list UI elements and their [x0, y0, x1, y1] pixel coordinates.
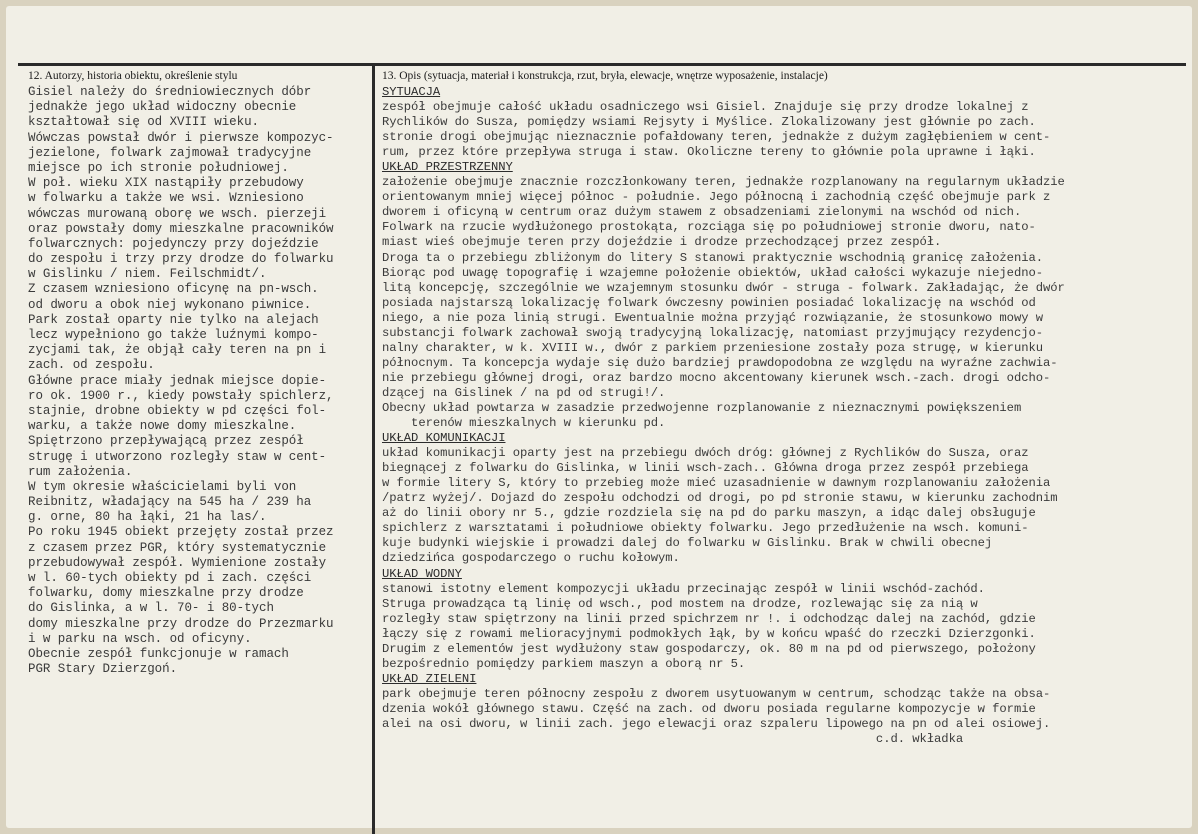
history-line: w folwarku a także we wsi. Wzniesiono — [28, 191, 304, 206]
description-line: spichlerz z warsztatami i południowe obiekty folwarku. Jego przedłużenie na wsch. komuni- — [382, 521, 1029, 536]
history-line: stajnie, drobne obiekty w pd części fol- — [28, 403, 327, 418]
description-line: dworem i oficyną w centrum oraz dużym stawem z obsadzeniami zielonymi na wschód od nich. — [382, 205, 1022, 220]
history-line: Spiętrzono przepływającą przez zespół — [28, 434, 304, 449]
history-line: Obecnie zespół funkcjonuje w ramach — [28, 646, 289, 661]
section-heading-text: SYTUACJA — [382, 85, 441, 99]
description-line: północnym. Ta koncepcja wydaje się dużo bardziej prawdopodobna ze względu na wyraźne zachwia- — [382, 355, 1058, 370]
section-heading — [382, 567, 1182, 582]
history-line: PGR Stary Dzierzgoń. — [28, 662, 178, 677]
history-line: jednakże jego układ widoczny obecnie — [28, 100, 297, 115]
description-line: układ komunikacji oparty jest na przebiegu dwóch dróg: głównej z Rychlików do Susza, oraz — [382, 446, 1029, 461]
description-line: biegnącej z folwarku do Gislinka, w linii wsch-zach.. Główna droga przez zespół przebiega — [382, 461, 1029, 476]
column-divider — [372, 64, 375, 834]
description-line: dzącej na Gislinek / na pd od strugi!/. — [382, 385, 666, 400]
top-rule — [18, 63, 1186, 66]
history-line: lecz wypełniono go także luźnymi kompo- — [28, 328, 319, 342]
description-line: Folwark na rzucie wydłużonego prostokąta, rozciąga się po południowej stronie dworu, nato- — [382, 220, 1036, 235]
history-column — [28, 67, 368, 677]
description-line: dzenia wokół głównego stawu. Część na zach. od dworu posiada regularne kompozycje w formie — [382, 701, 1036, 716]
section-heading — [382, 160, 1182, 175]
description-column — [382, 67, 1182, 747]
description-line: stronie drogi obejmując nieznacznie pofałdowany teren, jednakże z dużym zagłębieniem w cent- — [382, 130, 1051, 145]
history-line: Po roku 1945 obiekt przejęty został przez — [28, 525, 334, 540]
history-line: do zespołu i trzy przy drodze do folwarku — [28, 252, 334, 267]
description-line: założenie obejmuje znacznie rozczłonkowany teren, jednakże rozplanowany na regularnym układzie — [382, 175, 1065, 190]
history-line: Gisiel należy do średniowiecznych dóbr — [28, 85, 312, 99]
history-line: do Gislinka, a w l. 70- i 80-tych — [28, 601, 274, 616]
history-line: zach. od zespołu. — [28, 358, 155, 373]
description-heading: 13. Opis (sytuacja, materiał i konstrukcja, rzut, bryła, elewacje, wnętrze wyposażenie, instalacje) — [382, 70, 828, 82]
history-line: miejsce po ich stronie południowej. — [28, 160, 289, 175]
description-line: /patrz wyżej/. Dojazd do zespołu odchodzi od drogi, po pd stronie stawu, w kierunku zachodnim — [382, 491, 1058, 506]
description-line: c.d. wkładka — [382, 732, 964, 747]
history-line: folwarku, domy mieszkalne przy drodze — [28, 586, 304, 601]
history-line: Wówczas powstał dwór i pierwsze kompozyc- — [28, 130, 334, 145]
history-line: w Gislinku / niem. Feilschmidt/. — [28, 267, 267, 282]
description-line: Rychlików do Susza, pomiędzy wsiami Rejsyty i Myślice. Zlokalizowany jest głównie po zach. — [382, 115, 1036, 130]
history-line: Z czasem wzniesiono oficynę na pn-wsch. — [28, 282, 319, 297]
description-text — [382, 85, 1182, 747]
history-line: Główne prace miały jednak miejsce dopie- — [28, 373, 327, 388]
description-line: rum, przez które przepływa struga i staw. Okoliczne tereny to głównie pola uprawne i łąki. — [382, 145, 1036, 160]
description-line: łączy się z rowami melioracyjnymi podmokłych łąk, by w końcu wpaść do rzeczki Dzierzgonki. — [382, 626, 1036, 641]
history-line: strugę i utworzono rozległy staw w cent- — [28, 449, 327, 464]
description-line: miast wieś obejmuje teren przy dojeździe i drodze przechodzącej przez zespół. — [382, 235, 942, 250]
form-sheet — [6, 6, 1192, 828]
history-line: g. orne, 80 ha łąki, 21 ha las/. — [28, 510, 267, 525]
description-line: alei na osi dworu, w linii zach. jego elewacji oraz szpaleru lipowego na pn od alei osiowej. — [382, 716, 1051, 731]
section-heading-text: UKŁAD PRZESTRZENNY — [382, 160, 513, 175]
history-line: W tym okresie właścicielami byli von — [28, 479, 297, 494]
description-line: terenów mieszkalnych w kierunku pd. — [382, 416, 666, 431]
history-line: i w parku na wsch. od oficyny. — [28, 631, 252, 646]
history-line: domy mieszkalne przy drodze do Przezmarku — [28, 616, 334, 631]
description-line: Droga ta o przebiegu zbliżonym do litery S stanowi praktycznie wschodnią granicę założenia. — [382, 250, 1043, 265]
history-line: kształtował się od XVIII wieku. — [28, 115, 259, 130]
section-heading-text: UKŁAD ZIELENI — [382, 671, 477, 686]
history-line: w l. 60-tych obiekty pd i zach. części — [28, 571, 312, 585]
history-line: przebudowywał zespół. Wymienione zostały — [28, 555, 327, 570]
description-line: dziedzińca gospodarczego o ruchu kołowym. — [382, 551, 680, 566]
section-heading-text: UKŁAD WODNY — [382, 566, 462, 581]
history-line: od dworu a obok niej wykonano piwnice. — [28, 297, 312, 312]
description-line: substancji folwark zachował swoją tradycyjną lokalizację, natomiast przyjmujący rezydencjo- — [382, 325, 1043, 340]
description-line: Obecny układ powtarza w zasadzie przedwojenne rozplanowanie z nieznacznymi powiększeniem — [382, 400, 1022, 415]
history-line: ro ok. 1900 r., kiedy powstały spichlerz, — [28, 388, 334, 403]
description-line: stanowi istotny element kompozycji układu przecinając zespół w linii wschód-zachód. — [382, 581, 985, 596]
description-line: Drugim z elementów jest wydłużony staw gospodarczy, ok. 80 m na pd od pierwszego, położony — [382, 641, 1036, 656]
history-text — [28, 85, 368, 677]
description-line: kuje budynki wiejskie i prowadzi dalej do folwarku w Gislinku. Brak w chwili obecnej — [382, 536, 993, 551]
history-line: rum założenia. — [28, 464, 133, 479]
history-line: folwarcznych: pojedynczy przy dojeździe — [28, 236, 319, 251]
section-heading — [382, 85, 1182, 100]
history-line: warku, a także nowe domy mieszkalne. — [28, 419, 297, 434]
description-line: nie przebiegu głównej drogi, oraz bardzo mocno akcentowany kierunek wsch.-zach. drogi odcho- — [382, 370, 1051, 385]
description-line: Struga prowadząca tą linię od wsch., pod mostem na drodze, rozlewając się za nią w — [382, 596, 978, 611]
description-line: nalny charakter, w k. XVIII w., dwór z parkiem przeniesione zostały poza strugę, w kierunku — [382, 340, 1043, 355]
history-line: W poł. wieku XIX nastąpiły przebudowy — [28, 176, 304, 191]
history-line: z czasem przez PGR, który systematycznie — [28, 540, 327, 555]
section-heading — [382, 431, 1182, 446]
history-line: wówczas murowaną oborę we wsch. pierzeji — [28, 206, 327, 221]
description-line: zespół obejmuje całość układu osadniczego wsi Gisiel. Znajduje się przy drodze lokalnej z — [382, 100, 1029, 115]
history-line: zycjami tak, że objął cały teren na pn i — [28, 343, 327, 358]
description-line: rozległy staw spiętrzony na linii przed spichrzem nr !. i odchodząc dalej na zachód, gdzie — [382, 611, 1036, 626]
description-line: niego, a nie poza linią strugi. Ewentualnie można przyjąć rozwiązanie, że stosunkowo mowy w — [382, 310, 1043, 325]
description-line: aż do linii obory nr 5., gdzie rozdziela się na pd do parku maszyn, a idąc dalej obsługuje — [382, 506, 1036, 521]
description-line: posiada najstarszą lokalizację folwark ówczesny powinien posiadać lokalizację na wschód od — [382, 295, 1036, 310]
history-line: jezielone, folwark zajmował tradycyjne — [28, 145, 312, 160]
description-line: w formie litery S, który to przebieg może mieć uzasadnienie w dawnym rozplanowaniu założenia — [382, 476, 1051, 491]
description-line: park obejmuje teren północny zespołu z dworem usytuowanym w centrum, schodząc także na obsa- — [382, 686, 1051, 701]
description-line: Biorąc pod uwagę topografię i wzajemne położenie obiektów, układ całości wykazuje niejedno- — [382, 265, 1043, 280]
history-line: oraz powstały domy mieszkalne pracowników — [28, 221, 334, 236]
history-line: Reibnitz, władający na 545 ha / 239 ha — [28, 495, 312, 510]
history-line: Park został oparty nie tylko na alejach — [28, 312, 319, 327]
history-heading: 12. Autorzy, historia obiektu, określenie stylu — [28, 70, 238, 82]
description-line: litą koncepcję, szczególnie we wzajemnym stosunku dwór - struga - folwark. Zakładając, że dwór — [382, 280, 1065, 295]
description-line: bezpośrednio pomiędzy parkiem maszyn a oborą nr 5. — [382, 656, 746, 671]
section-heading — [382, 672, 1182, 687]
section-heading-text: UKŁAD KOMUNIKACJI — [382, 431, 506, 446]
description-line: orientowanym mniej więcej północ - południe. Jego północną i zachodnią część obejmuje park z — [382, 190, 1051, 205]
